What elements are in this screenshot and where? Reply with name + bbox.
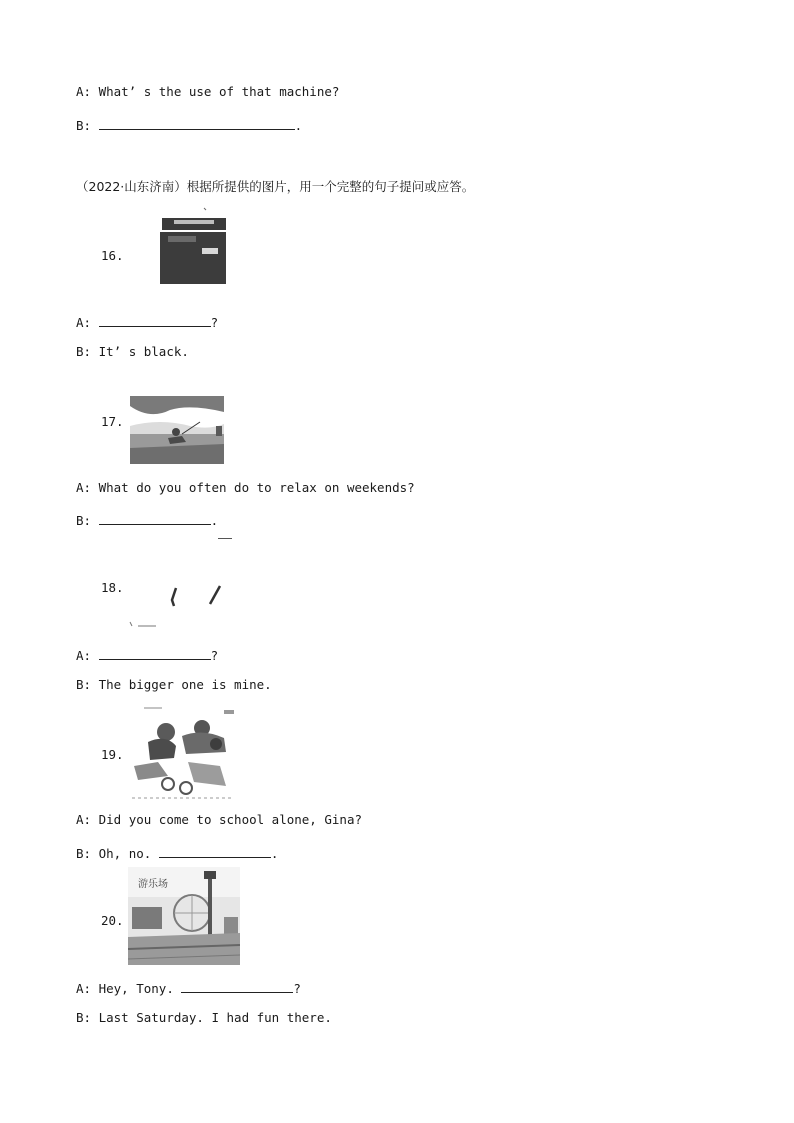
b-prefix: B: [76,677,92,692]
item-18-a-line [76,646,218,664]
item-20-a-line [76,979,301,997]
b-suffix: . [270,846,279,861]
a-prefix: A: [76,315,92,330]
b-text: The bigger one is mine. [98,677,272,692]
b-prefix: B: [76,846,92,861]
fishing-image [130,396,224,464]
question-number-20: 20. [101,913,124,928]
answer-blank[interactable] [99,646,211,660]
b-text: It’ s black. [98,344,189,359]
a-prefix: A: [76,812,92,827]
answer-line [76,116,302,134]
question-line [76,84,339,100]
answer-blank[interactable] [159,844,271,858]
wallet-image [156,206,228,288]
b-text: Oh, no. [98,846,152,861]
a-text: What do you often do to relax on weekends? [98,480,415,495]
item-17-b-line [76,511,218,529]
b-prefix: B: [76,1010,92,1025]
amusement-park-image [128,867,240,965]
answer-prefix: B: [76,118,92,133]
item-19-b-line [76,844,278,862]
item-18-b-line [76,677,272,693]
answer-blank[interactable] [181,979,293,993]
item-17-a-line [76,480,415,496]
item-19-a-line [76,812,362,828]
answer-blank[interactable] [99,116,295,130]
item-16-b-line [76,344,189,360]
b-text: Last Saturday. I had fun there. [98,1010,332,1025]
answer-suffix: . [294,118,303,133]
a-text: Hey, Tony. [98,981,174,996]
question-number-17: 17. [101,414,124,429]
question-number-16: 16. [101,248,124,263]
item-16-a-line [76,313,218,331]
answer-blank[interactable] [99,511,211,525]
a-suffix: ? [293,981,301,996]
a-suffix: ? [210,315,219,330]
a-prefix: A: [76,480,92,495]
a-prefix: A: [76,981,92,996]
a-suffix: ? [210,648,219,663]
question-number-18: 18. [101,580,124,595]
b-prefix: B: [76,344,92,359]
question-text: A: What’ s the use of that machine? [76,84,340,99]
b-prefix: B: [76,513,92,528]
a-text: Did you come to school alone, Gina? [98,812,362,827]
a-prefix: A: [76,648,92,663]
b-suffix: . [210,513,219,528]
question-number-19: 19. [101,747,124,762]
item-20-b-line [76,1010,332,1026]
people-bikes-image [128,706,238,802]
section-heading: （2022·山东济南）根据所提供的图片，用一个完整的句子提问或应答。 [76,179,475,194]
answer-blank[interactable] [99,313,211,327]
park-sign-text: 游乐场 [138,879,168,890]
stray-mark [218,538,232,539]
two-items-image [126,582,226,630]
